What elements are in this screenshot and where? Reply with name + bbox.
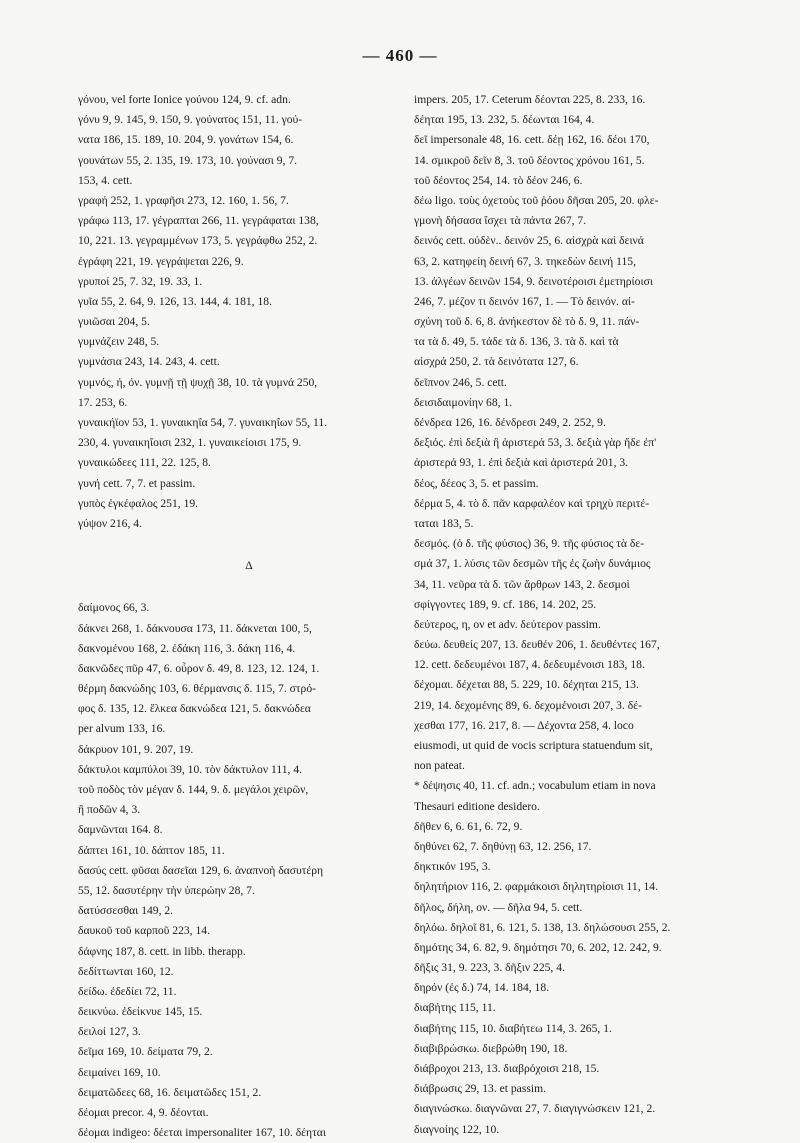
index-entry-line: γυμνάσια 243, 14. 243, 4. cett. bbox=[78, 355, 220, 369]
index-entry-line: 63, 2. κατηφείη δεινή 67, 3. τηκεδὼν δεινή 115, bbox=[414, 254, 636, 268]
index-entry-line: δέος, δέεος 3, 5. et passim. bbox=[414, 476, 539, 490]
index-entry-line: δεισιδαιμονίην 68, 1. bbox=[414, 395, 513, 409]
index-entry-line: δεῖ impersonale 48, 16. cett. δέῃ 162, 16. δέοι 170, bbox=[414, 133, 650, 147]
index-entry-line: γόνου, vel forte Ionice γούνου 124, 9. cf. adn. bbox=[78, 93, 291, 106]
index-entry-line: δέομαι indigeo: δέεται impersonaliter 167, 10. δέηται bbox=[78, 1126, 326, 1140]
index-entry-line: αἰσχρά 250, 2. τὰ δεινότατα 127, 6. bbox=[414, 355, 579, 369]
index-entry-line: ἢ ποδῶν 4, 3. bbox=[78, 803, 141, 817]
index-column-right bbox=[414, 90, 756, 1140]
index-entry-line: ἀριστερά 93, 1. ἐπὶ δεξιὰ καὶ ἀριστερά 201, 3. bbox=[414, 456, 629, 470]
index-entry-line: δάκνει 268, 1. δάκνουσα 173, 11. δάκνεται 100, 5, bbox=[78, 621, 312, 635]
index-entry-line: 34, 11. νεῦρα τὰ δ. τῶν ἄρθρων 143, 2. δεσμοὶ bbox=[414, 577, 630, 591]
index-entry-line: impers. 205, 17. Ceterum δέονται 225, 8. 233, 16. bbox=[414, 93, 646, 106]
index-entry-line: δηκτικόν 195, 3. bbox=[414, 860, 491, 874]
index-entry-line: δέω ligo. τοὺς ὀχετοὺς τοῦ ῥόου δῆσαι 205, 20. φλε- bbox=[414, 193, 659, 207]
index-entry-line: 153, 4. cett. bbox=[78, 173, 133, 187]
index-entry-line: δακνομένου 168, 2. ἐδάκη 116, 3. δάκη 116, 4. bbox=[78, 641, 296, 655]
index-entry-line: δατύσσεσθαι 149, 2. bbox=[78, 904, 174, 918]
section-letter-heading: Δ bbox=[245, 559, 253, 573]
index-entry-line: γράφω 113, 17. γέγραπται 266, 11. γεγράφαται 138, bbox=[78, 214, 319, 228]
index-entry-line: διαβήτης 115, 10. διαβήτεω 114, 3. 265, 1. bbox=[414, 1021, 612, 1035]
index-entry-line: δέηται 195, 13. 232, 5. δέωνται 164, 4. bbox=[414, 113, 595, 127]
index-entry-line: δῆλος, δήλη, ον. — δῆλα 94, 5. cett. bbox=[414, 900, 583, 914]
index-entry-line: δεξιός. ἐπὶ δεξιὰ ἢ ἀριστερά 53, 3. δεξιὰ γὰρ ἤδε ἐπ' bbox=[414, 436, 657, 450]
index-entry-line: ταται 183, 5. bbox=[414, 516, 474, 530]
index-entry-line: 55, 12. δασυτέρην τὴν ὑπερώην 28, 7. bbox=[78, 883, 255, 897]
index-entry-line: τοῦ ποδὸς τὸν μέγαν δ. 144, 9. δ. μεγάλοι χειρῶν, bbox=[78, 783, 309, 796]
index-entry-line: δεύω. δευθείς 207, 13. δευθέν 206, 1. δευθέντες 167, bbox=[414, 638, 660, 652]
index-entry-line: δηρόν (ἐς δ.) 74, 14. 184, 18. bbox=[414, 981, 550, 995]
index-entry-line: δάκρυον 101, 9. 207, 19. bbox=[78, 742, 194, 756]
index-entry-line: δηλόω. δηλοῖ 81, 6. 121, 5. 138, 13. δηλώσουσι 255, 2. bbox=[414, 920, 671, 934]
index-entry-line: δεικνύω. ἐδείκνυε 145, 15. bbox=[78, 1005, 203, 1019]
index-entry-line: δάφνης 187, 8. cett. in libb. therapp. bbox=[78, 944, 246, 958]
spacer bbox=[78, 534, 420, 556]
index-entry-line: * δέψησις 40, 11. cf. adn.; vocabulum etiam in nova bbox=[414, 779, 656, 793]
index-entry-line: γουνάτων 55, 2. 135, 19. 173, 10. γούνασι 9, 7. bbox=[78, 153, 298, 167]
index-entry-line: per alvum 133, 16. bbox=[78, 722, 166, 736]
index-entry-line: χεσθαι 177, 16. 217, 8. — Δέχοντα 258, 4. loco bbox=[414, 718, 634, 732]
spacer bbox=[78, 576, 420, 598]
index-entry-line: δεσμός. (ὁ δ. τῆς φύσιος) 36, 9. τῆς φύσιος τὰ δε- bbox=[414, 537, 645, 551]
index-entry-line: τα τὰ δ. 49, 5. τάδε τὰ δ. 136, 3. τὰ δ. καὶ τὰ bbox=[414, 335, 619, 349]
index-entry-line: δαμνῶνται 164. 8. bbox=[78, 823, 163, 837]
index-entry-line: γυιῶσαι 204, 5. bbox=[78, 315, 150, 329]
index-entry-line: δῆθεν 6, 6. 61, 6. 72, 9. bbox=[414, 819, 523, 833]
index-entry-line: eiusmodi, ut quid de vocis scriptura statuendum sit, bbox=[414, 739, 653, 752]
index-entry-line: γόνυ 9, 9. 145, 9. 150, 9. γούνατος 151, 11. γού- bbox=[78, 113, 303, 127]
index-entry-line: σμά 37, 1. λύσις τῶν δεσμῶν τῆς ἐς ζωὴν δυνάμιος bbox=[414, 557, 651, 571]
index-entry-line: γυμνάζειν 248, 5. bbox=[78, 335, 160, 349]
index-entry-line: γυῖα 55, 2. 64, 9. 126, 13. 144, 4. 181, 18. bbox=[78, 294, 272, 308]
index-entry-line: διαβιβρώσκω. διεβρώθη 190, 18. bbox=[414, 1041, 568, 1055]
index-entry-line: γρυποί 25, 7. 32, 19. 33, 1. bbox=[78, 274, 203, 288]
index-entry-line: δάπτει 161, 10. δάπτον 185, 11. bbox=[78, 843, 225, 857]
index-entry-line: δειλοί 127, 3. bbox=[78, 1025, 141, 1039]
index-entry-line: 17. 253, 6. bbox=[78, 395, 128, 409]
index-entry-line: δεῖμα 169, 10. δείματα 79, 2. bbox=[78, 1045, 213, 1059]
index-entry-line: φος δ. 135, 12. ἕλκεα δακνώδεα 121, 5. δακνώδεα bbox=[78, 702, 311, 716]
index-entry-line: δεύτερος, η, ον et adv. δεύτερον passim. bbox=[414, 617, 601, 631]
index-entry-line: δεινός cett. οὐδὲν.. δεινόν 25, 6. αἰσχρὰ καὶ δεινά bbox=[414, 234, 644, 248]
index-entry-line: 246, 7. μέζον τι δεινόν 167, 1. — Τὸ δεινόν. αἰ- bbox=[414, 294, 635, 308]
index-entry-line: δειματῶδεες 68, 16. δειματῶδες 151, 2. bbox=[78, 1085, 262, 1099]
index-entry-line: δέχομαι. δέχεται 88, 5. 229, 10. δέχηται 215, 13. bbox=[414, 678, 639, 692]
index-entry-line: σφίγγοντες 189, 9. cf. 186, 14. 202, 25. bbox=[414, 597, 597, 611]
index-entry-line: τοῦ δέοντος 254, 14. τὸ δέον 246, 6. bbox=[414, 173, 583, 187]
index-entry-line: δάκτυλοι καμπύλοι 39, 10. τὸν δάκτυλον 111, 4. bbox=[78, 762, 303, 776]
index-entry-line: δημότης 34, 6. 82, 9. δημότησι 70, 6. 202, 12. 242, 9. bbox=[414, 940, 662, 954]
index-entry-line: δασύς cett. φῦσαι δασεῖαι 129, 6. ἀναπνοὴ δασυτέρη bbox=[78, 863, 324, 877]
index-entry-line: διαγινώσκω. διαγνῶναι 27, 7. διαγιγνώσκειν 121, 2. bbox=[414, 1102, 656, 1116]
index-entry-line: 230, 4. γυναικηΐοισι 232, 1. γυναικείοισι 175, 9. bbox=[78, 436, 302, 450]
index-entry-line: δακνῶδες πῦρ 47, 6. οὖρον δ. 49, 8. 123, 12. 124, 1. bbox=[78, 661, 320, 675]
index-entry-line: δένδρεα 126, 16. δένδρεσι 249, 2. 252, 9. bbox=[414, 416, 606, 429]
index-entry-line: νατα 186, 15. 189, 10. 204, 9. γονάτων 154, 6. bbox=[78, 133, 294, 147]
index-entry-line: γύψον 216, 4. bbox=[78, 516, 142, 530]
index-entry-line: 12. cett. δεδευμένοι 187, 4. δεδευμένοισι 183, 18. bbox=[414, 658, 645, 672]
index-entry-line: δείδω. ἐδεδίει 72, 11. bbox=[78, 984, 177, 998]
index-entry-line: γμονὴ δήσασα ἴσχει τὰ πάντα 267, 7. bbox=[414, 214, 587, 228]
index-entry-line: γυναικήϊον 53, 1. γυναικηΐα 54, 7. γυναικηΐων 55, 11. bbox=[78, 416, 328, 429]
index-entry-line: δαίμονος 66, 3. bbox=[78, 601, 150, 615]
index-entry-line: 13. ἀλγέων δεινῶν 154, 9. δεινοτέροισι ἐμετηρίοισι bbox=[414, 274, 653, 288]
index-entry-line: non pateat. bbox=[414, 759, 465, 773]
index-entry-line: δηλητήριον 116, 2. φαρμάκοισι δηλητηρίοισι 11, 14. bbox=[414, 880, 659, 894]
index-entry-line: 219, 14. δεχομένης 89, 6. δεχομένοισι 207, 3. δέ- bbox=[414, 698, 642, 712]
index-entry-line: δεῖπνον 246, 5. cett. bbox=[414, 375, 507, 389]
index-entry-line: 14. σμικροῦ δεῖν 8, 3. τοῦ δέοντος χρόνου 161, 5. bbox=[414, 153, 645, 167]
index-entry-line: σχύνη τοῦ δ. 6, 8. ἀνήκεστον δὲ τὸ δ. 9, 11. πάν- bbox=[414, 315, 640, 329]
index-entry-line: γυνή cett. 7, 7. et passim. bbox=[78, 476, 196, 490]
index-entry-line: διαβήτης 115, 11. bbox=[414, 1001, 496, 1015]
index-entry-line: Thesauri editione desidero. bbox=[414, 799, 540, 813]
index-entry-line: διάβροχοι 213, 13. διαβρόχοισι 218, 15. bbox=[414, 1062, 600, 1075]
index-entry-line: γυμνός, ή, όν. γυμνῇ τῇ ψυχῇ 38, 10. τὰ γυμνά 250, bbox=[78, 375, 318, 389]
index-entry-line: δαυκοῦ τοῦ καρποῦ 223, 14. bbox=[78, 924, 210, 938]
index-entry-line: δεδίττωνται 160, 12. bbox=[78, 964, 174, 978]
index-entry-line: 10, 221. 13. γεγραμμένων 173, 5. γεγράφθω 252, 2. bbox=[78, 234, 318, 248]
index-entry-line: δέομαι precor. 4, 9. δέονται. bbox=[78, 1106, 209, 1119]
index-entry-line: δειμαίνει 169, 10. bbox=[78, 1065, 161, 1079]
index-entry-line: διάβρωσις 29, 13. et passim. bbox=[414, 1082, 546, 1096]
index-entry-line: δέρμα 5, 4. τὸ δ. πᾶν καρφαλέον καὶ τρηχὺ περιτέ- bbox=[414, 496, 650, 510]
index-entry-line: γυπὸς ἐγκέφαλος 251, 19. bbox=[78, 496, 199, 510]
index-entry-line: γυναικώδεες 111, 22. 125, 8. bbox=[78, 456, 211, 470]
index-entry-line: ἐγράφη 221, 19. γεγράψεται 226, 9. bbox=[78, 254, 244, 268]
index-entry-line: θέρμη δακνώδης 103, 6. θέρμανσις δ. 115, 7. στρό- bbox=[78, 682, 316, 696]
index-entry-line: δῆξις 31, 9. 223, 3. δῆξιν 225, 4. bbox=[414, 961, 565, 975]
page-number: — 460 — bbox=[362, 46, 438, 65]
index-entry-line: διαγνοίης 122, 10. bbox=[414, 1122, 500, 1136]
index-entry-line: δηθύνει 62, 7. δηθύνῃ 63, 12. 256, 17. bbox=[414, 839, 592, 853]
index-column-left bbox=[78, 90, 420, 1143]
index-entry-line: γραφή 252, 1. γραφῆσι 273, 12. 160, 1. 56, 7. bbox=[78, 193, 289, 207]
